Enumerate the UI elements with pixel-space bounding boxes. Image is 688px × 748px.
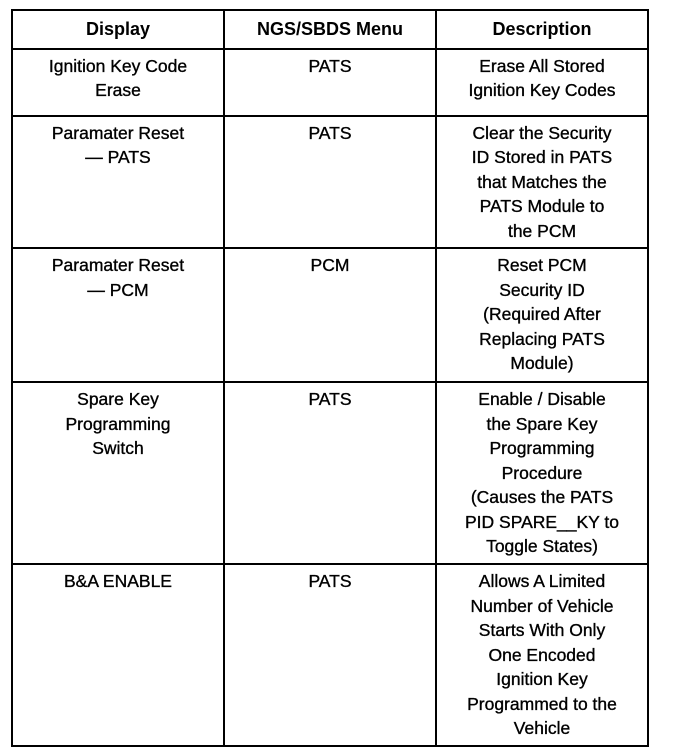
menu-value: PCM (310, 255, 350, 275)
table-row (12, 248, 648, 382)
display-line: — PCM (87, 279, 149, 300)
display-cell (12, 564, 224, 746)
table-row (12, 116, 648, 249)
table-row (12, 49, 648, 116)
display-cell (12, 382, 224, 564)
description-line: Programming (489, 438, 595, 458)
description-line: Allows A Limited (478, 571, 606, 591)
description-cell (436, 382, 648, 564)
display-line: B&A ENABLE (64, 571, 172, 591)
display-line: Spare Key (77, 389, 159, 409)
display-line: — PATS (85, 147, 151, 167)
menu-value: PATS (308, 122, 352, 143)
description-line: PID SPARE__KY to (464, 511, 619, 532)
menu-value: PATS (308, 571, 352, 591)
description-line: the PCM (507, 220, 577, 241)
description-line: that Matches the (477, 171, 607, 192)
description-line: Replacing PATS (479, 328, 605, 349)
description-line: Programmed to the (467, 693, 617, 714)
description-cell (436, 116, 648, 249)
description-line: Erase All Stored (479, 55, 605, 76)
display-line: Switch (92, 438, 144, 458)
menu-value: PATS (308, 389, 352, 409)
description-line: Procedure (501, 462, 583, 483)
description-line: Enable / Disable (478, 389, 606, 409)
description-line: ID Stored in PATS (471, 147, 613, 167)
display-line: Paramater Reset (51, 122, 185, 143)
header-menu: NGS/SBDS Menu (224, 10, 436, 49)
pats-menu-table-container (11, 9, 647, 740)
description-line: One Encoded (488, 644, 596, 665)
description-line: Ignition Key Codes (468, 80, 616, 100)
description-line: Ignition Key (496, 669, 588, 689)
description-line: Vehicle (513, 718, 571, 738)
menu-cell (224, 116, 436, 249)
pats-menu-table (11, 9, 649, 747)
description-line: Toggle States) (486, 536, 598, 556)
table-row (12, 382, 648, 564)
description-line: (Causes the PATS (470, 487, 614, 507)
menu-value: PATS (308, 55, 352, 76)
menu-cell (224, 382, 436, 564)
description-line: PATS Module to (479, 196, 605, 216)
description-line: (Required After (483, 304, 601, 324)
description-line: Security ID (499, 279, 585, 300)
display-line: Ignition Key Code (48, 55, 188, 76)
header-display: Display (12, 10, 224, 49)
description-line: Module) (510, 353, 574, 373)
menu-cell (224, 49, 436, 116)
description-line: the Spare Key (486, 413, 598, 434)
table-header-row (12, 10, 648, 49)
description-cell (436, 564, 648, 746)
display-line: Paramater Reset (51, 255, 185, 275)
description-line: Clear the Security (472, 122, 612, 143)
menu-cell (224, 248, 436, 382)
description-line: Starts With Only (478, 620, 606, 640)
display-line: Erase (95, 80, 141, 100)
display-cell (12, 248, 224, 382)
menu-cell (224, 564, 436, 746)
description-line: Number of Vehicle (470, 595, 614, 616)
table-row (12, 564, 648, 746)
display-cell (12, 49, 224, 116)
description-cell (436, 49, 648, 116)
description-line: Reset PCM (497, 255, 587, 275)
description-cell (436, 248, 648, 382)
display-line: Programming (65, 413, 171, 434)
header-description: Description (436, 10, 648, 49)
display-cell (12, 116, 224, 249)
